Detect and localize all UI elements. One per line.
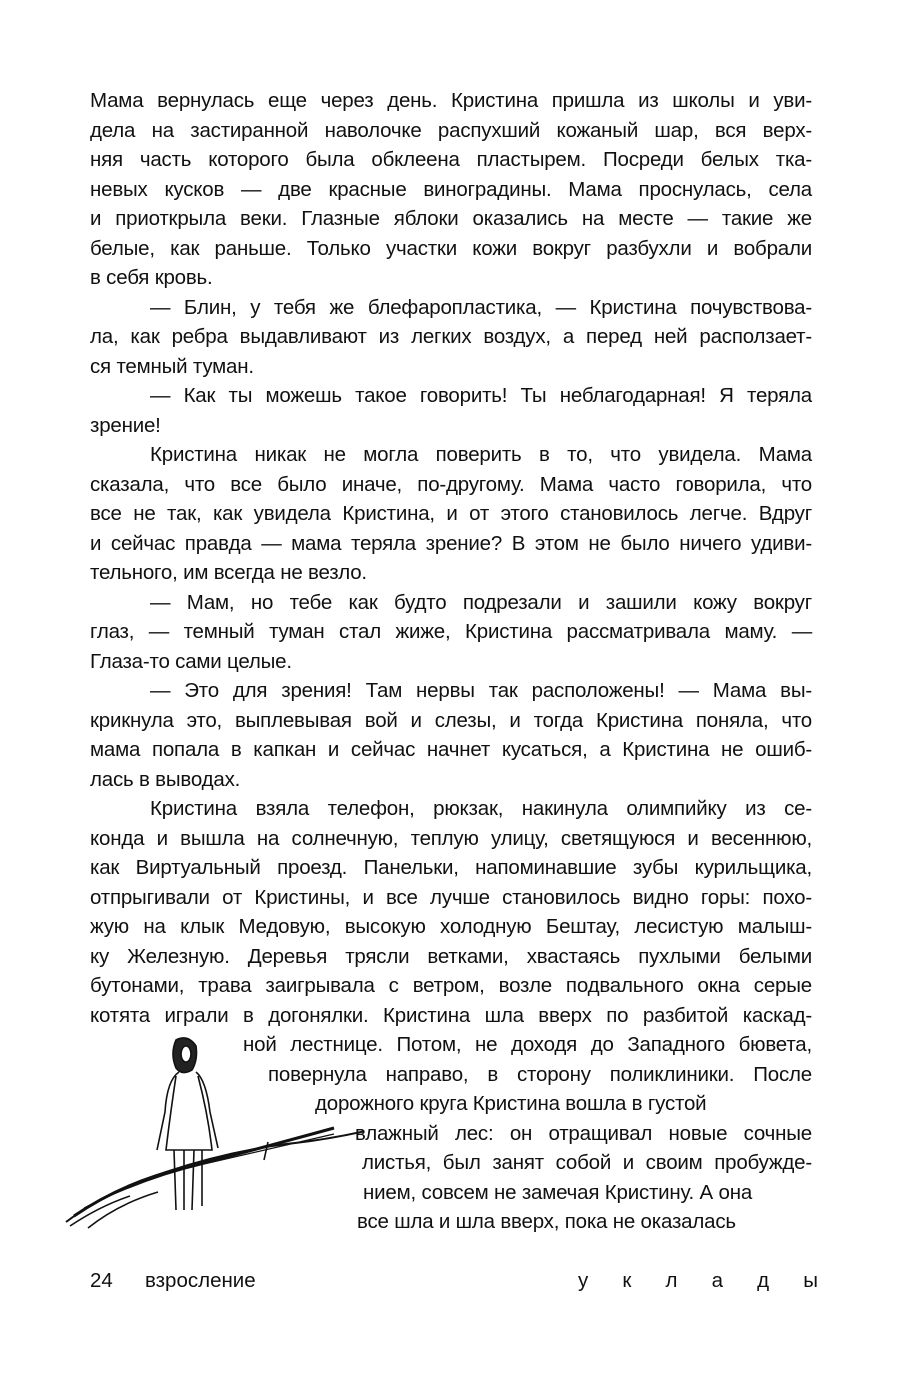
text-line: зрение! [90, 413, 161, 437]
text-line: дела на застиранной наволочке распухший кожаный шар, вся верх- [90, 118, 812, 142]
text-line: сказала, что все было иначе, по-другому. Мама часто говорила, что [90, 472, 812, 496]
text-line: крикнула это, выплевывая вой и слезы, и тогда Кристина поняла, что [90, 708, 812, 732]
text-line: тельного, им всегда не везло. [90, 561, 367, 584]
text-line: влажный лес: он отращивал новые сочные [355, 1121, 812, 1145]
text-line: ной лестнице. Потом, не доходя до Западного бювета, [243, 1033, 812, 1056]
girl-illustration [64, 1030, 364, 1230]
text-line: как Виртуальный проезд. Панельки, напоминавшие зубы курильщика, [90, 856, 812, 879]
text-line: отпрыгивали от Кристины, и все лучше становилось видно горы: похо- [90, 885, 812, 909]
text-line: дорожного круга Кристина вошла в густой [315, 1092, 707, 1115]
text-line: бутонами, трава заигрывала с ветром, возле подвального окна серые [90, 974, 812, 997]
text-line: глаз, — темный туман стал жиже, Кристина рассматривала маму. — [90, 620, 812, 643]
text-line: листья, был занят собой и своим пробужде- [362, 1151, 812, 1174]
text-line: невых кусков — две красные виноградины. Мама проснулась, села [90, 177, 812, 201]
section-title: взросление [145, 1269, 256, 1292]
text-line: и сейчас правда — мама теряла зрение? В этом не было ничего удиви- [90, 531, 812, 555]
publication-name: у к л а д ы [578, 1269, 818, 1292]
text-line: — Мам, но тебе как будто подрезали и зашили кожу вокруг [150, 590, 812, 614]
text-line: белые, как раньше. Только участки кожи вокруг разбухли и вобрали [90, 236, 812, 260]
text-line: жую на клык Медовую, высокую холодную Бештау, лесистую малыш- [90, 915, 812, 938]
text-line: и приоткрыла веки. Глазные яблоки оказались на месте — такие же [90, 207, 812, 230]
text-line: Кристина взяла телефон, рюкзак, накинула олимпийку из се- [150, 797, 812, 820]
text-line: все шла и шла вверх, пока не оказалась [357, 1210, 736, 1233]
text-line: — Это для зрения! Там нервы так расположены! — Мама вы- [150, 679, 812, 702]
text-line: повернула направо, в сторону поликлиники. После [268, 1062, 812, 1086]
text-line: ся темный туман. [90, 354, 254, 378]
text-line: в себя кровь. [90, 266, 213, 289]
text-line: все не так, как увидела Кристина, и от этого становилось легче. Вдруг [90, 502, 812, 525]
text-line: Глаза-то сами целые. [90, 649, 292, 673]
text-line: Кристина никак не могла поверить в то, что увидела. Мама [150, 443, 812, 466]
text-line: нием, совсем не замечая Кристину. А она [363, 1180, 753, 1204]
text-line: ку Железную. Деревья трясли ветками, хвастаясь пухлыми белыми [90, 944, 812, 968]
text-line: Мама вернулась еще через день. Кристина пришла из школы и уви- [90, 89, 812, 112]
text-line: лась в выводах. [90, 767, 241, 791]
text-line: котята играли в догонялки. Кристина шла вверх по разбитой каскад- [90, 1003, 812, 1027]
text-line: ла, как ребра выдавливают из легких воздух, а перед ней расползает- [90, 325, 812, 348]
text-line: конда и вышла на солнечную, теплую улицу, светящуюся и весеннюю, [90, 826, 812, 850]
text-line: — Как ты можешь такое говорить! Ты неблагодарная! Я теряла [150, 384, 812, 407]
text-line: — Блин, у тебя же блефаропластика, — Кристина почувствова- [150, 295, 812, 319]
page-number: 24 [90, 1269, 113, 1292]
text-line: мама попала в капкан и сейчас начнет кусаться, а Кристина не ошиб- [90, 738, 812, 761]
text-line: няя часть которого была обклеена пластырем. Посреди белых тка- [90, 148, 812, 171]
